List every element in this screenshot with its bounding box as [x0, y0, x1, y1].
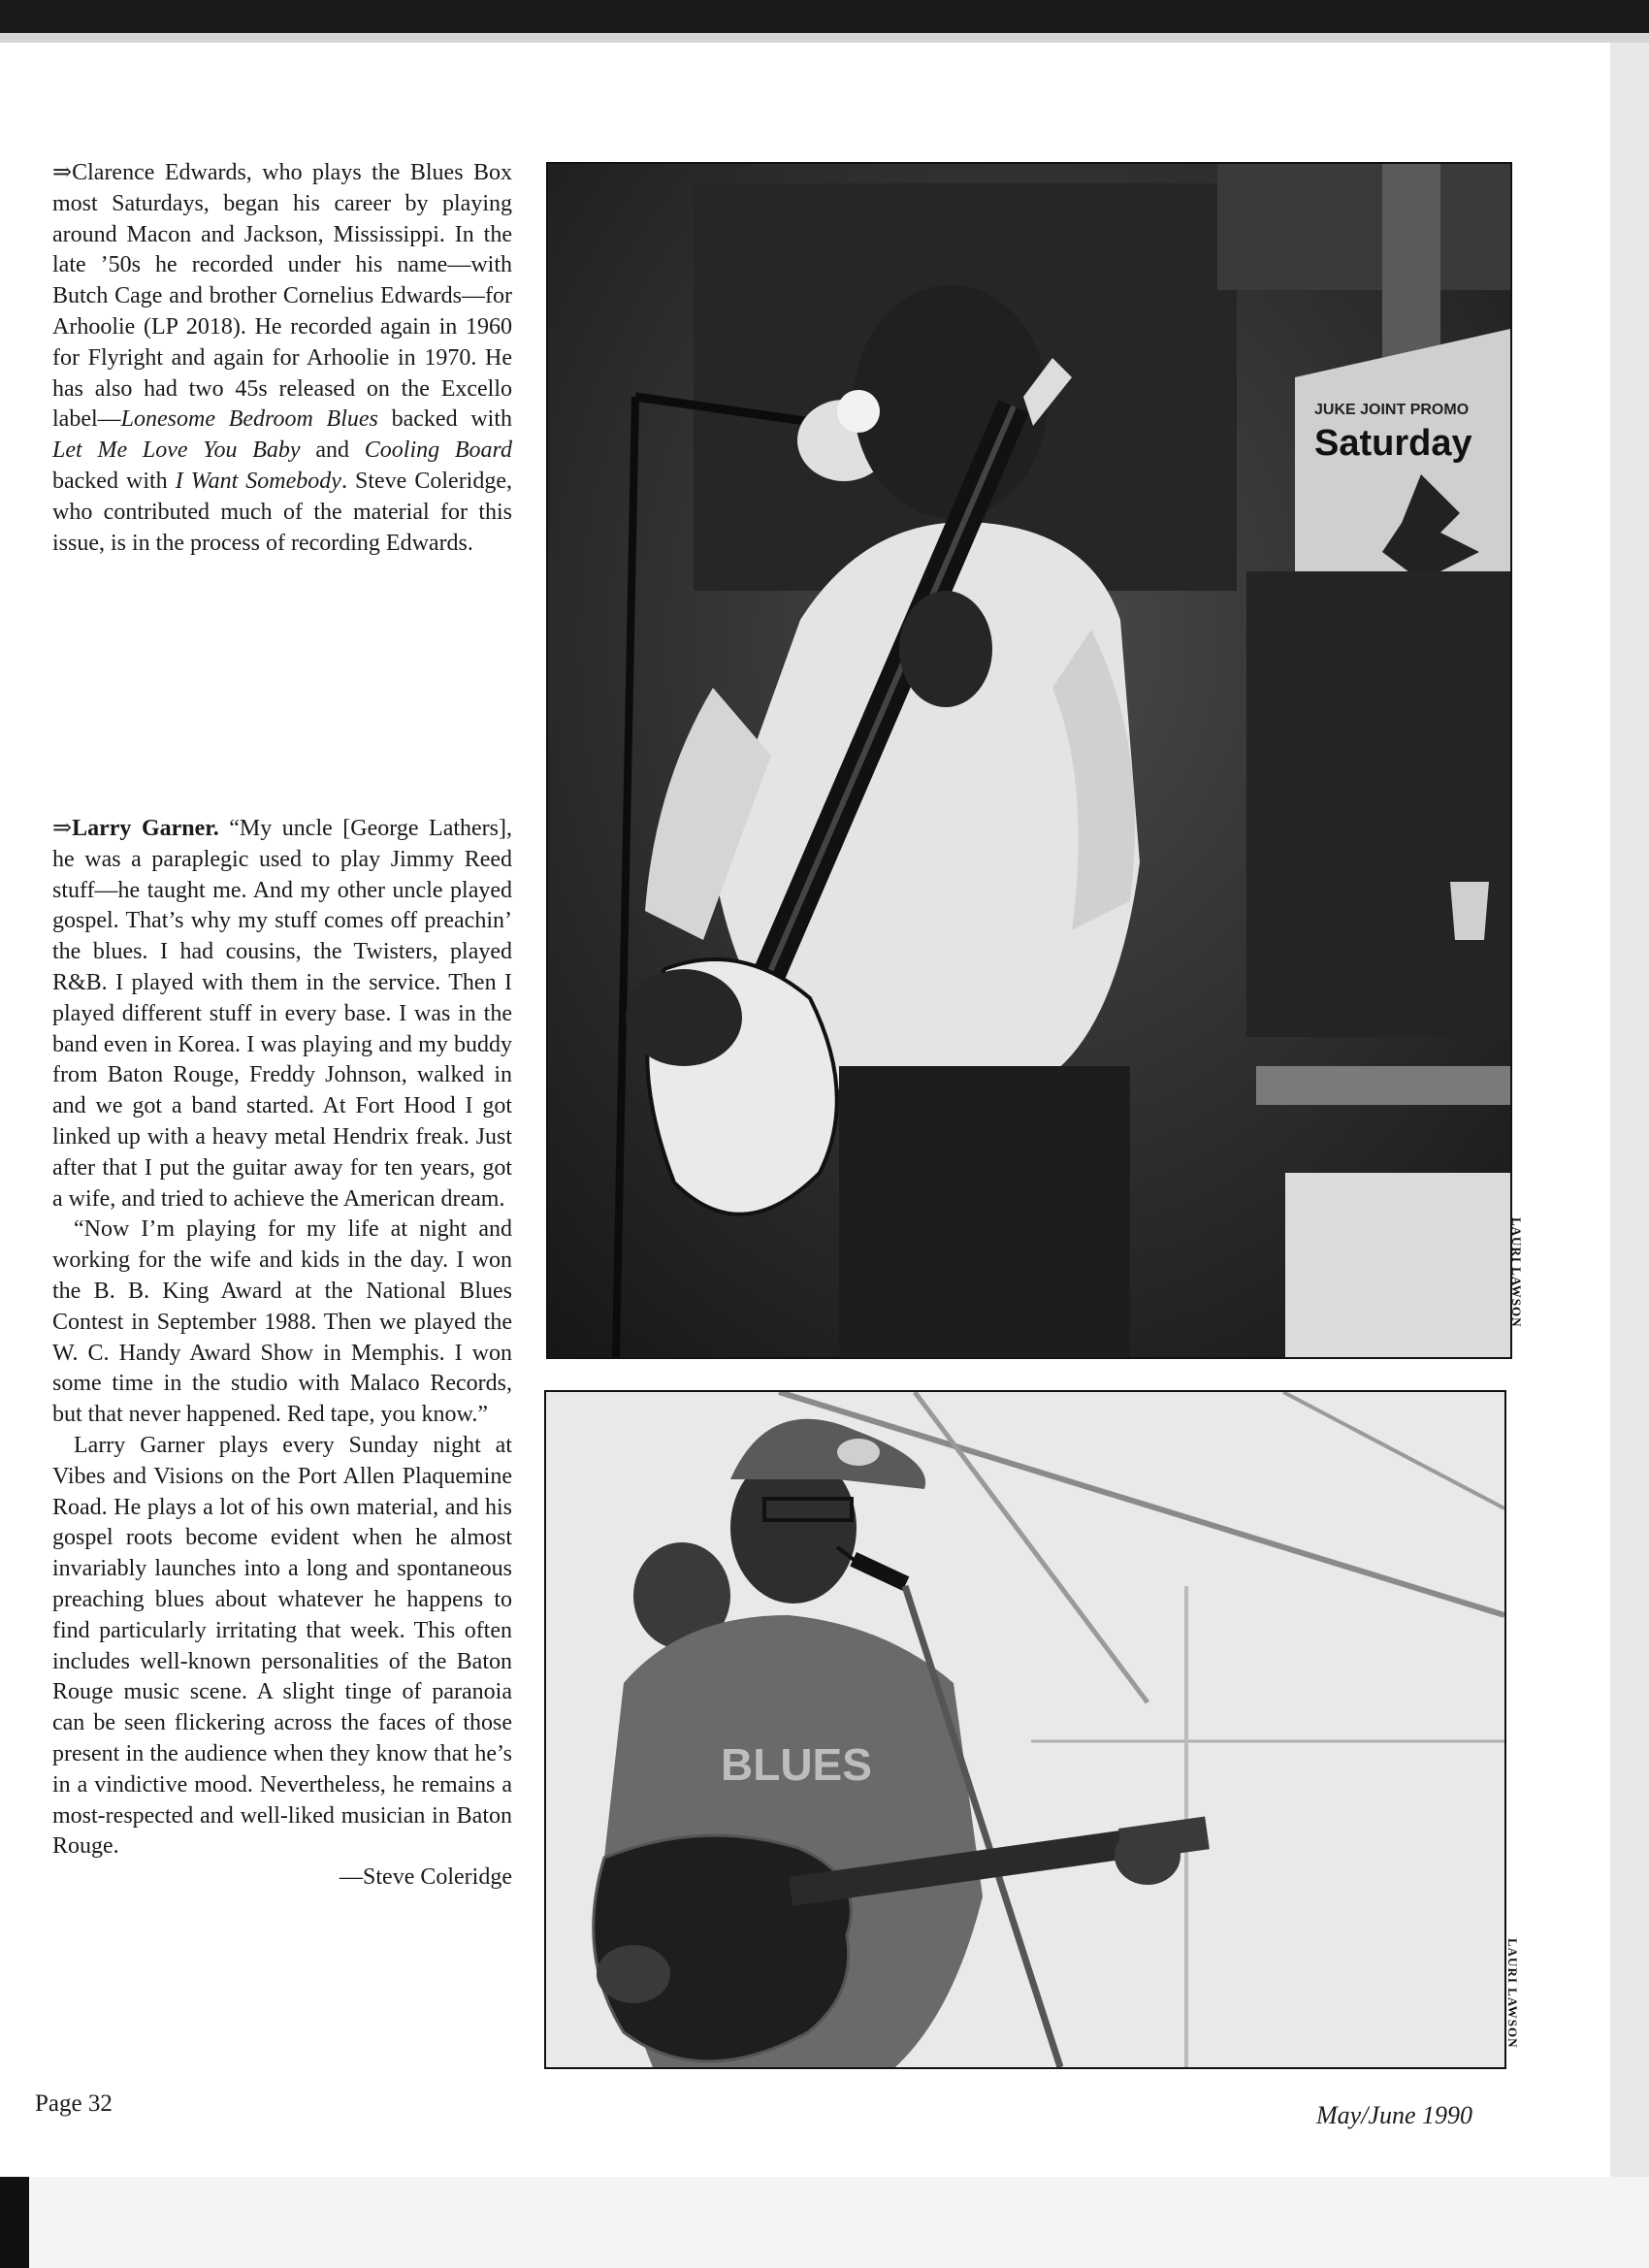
poster-text: JUKE JOINT PROMO — [1314, 402, 1470, 418]
poster-text: Saturday — [1314, 423, 1472, 464]
shirt-text: BLUES — [721, 1739, 872, 1790]
article-paragraph: “My uncle [George Lathers], he was a paraplegic used to play Jimmy Reed stuff—he taught me. And my other uncle played gospel. That’s why my stuff comes off preachin’ the blues. I had cousins, the Twisters, played R&B. I played with them in the service. Then I played different stuff in every base. I was in the band even in Korea. I was playing and my buddy from Baton Rouge, Freddy Johnson, walked in and we got a band started. At Fort Hood I got linked up with a heavy metal Hendrix freak. Just after that I put the guitar away for ten years, got a wife, and tried to achieve the American dream. — [52, 816, 512, 1212]
scan-top-border — [0, 0, 1649, 33]
article-text: Clarence Edwards, who plays the Blues Box most Saturdays, began his career by playing around Macon and Jackson, Mississippi. In the late ’50s he recorded under his name—with Butch Cage and brother Cornelius Edwards—for Arhoolie (LP 2018). He recorded again in 1960 for Flyright and again for Arhoolie in 1970. He has also had two 45s released on the Excello label— — [52, 160, 512, 433]
subject-name: Larry Garner. — [72, 816, 219, 841]
larry-garner-article — [52, 814, 512, 1894]
arrow-glyph: ⇒ — [52, 816, 73, 841]
article-paragraph: “Now I’m playing for my life at night and working for the wife and kids in the day. I won the B. B. King Award at the National Blues Contest in September 1988. Then we played the W. C. Handy Award Show in Memphis. I won some time in the studio with Malaco Records, but that never happened. Red tape, you know.” — [52, 1216, 512, 1428]
article-text: . Steve Coleridge, who contributed much of the material for this issue, is in the process of recording Edwards. — [52, 468, 513, 556]
record-title: Let Me Love You Baby — [52, 437, 301, 464]
article-paragraph: Larry Garner plays every Sunday night at Vibes and Visions on the Port Allen Plaquemine Road. He plays a lot of his own material, and his gospel roots become evident when he almost invariably launches into a long and spontaneous preaching blues about whatever he happens to find particularly irritating that week. This often includes well-known personalities of the Baton Rouge music scene. A slight tinge of paranoia can be seen flickering across the faces of those present in the audience when they know that he’s in a vindictive mood. Nevertheless, he remains a most-respected and well-liked musician in Baton Rouge. — [52, 1432, 512, 1860]
byline: —Steve Coleridge — [340, 1864, 512, 1891]
issue-date: May/June 1990 — [1316, 2101, 1473, 2129]
arrow-glyph: ⇒ — [52, 160, 73, 185]
photo-credit: LAURI LAWSON — [1509, 1217, 1524, 1328]
record-title: Cooling Board — [364, 437, 512, 464]
scan-right-margin — [1610, 43, 1649, 2177]
photo-credit: LAURI LAWSON — [1505, 1938, 1520, 2049]
record-title: I Want Somebody — [175, 468, 341, 494]
article-text: backed with — [377, 406, 512, 433]
article-text: backed with — [52, 468, 176, 494]
photo-larry-garner — [544, 1390, 1506, 2069]
scan-bottom-margin — [0, 2177, 1649, 2268]
photo-clarence-edwards — [546, 162, 1512, 1359]
scan-top-shadow — [0, 33, 1649, 43]
record-title: Lonesome Bedroom Blues — [120, 406, 378, 433]
scan-bottom-corner — [0, 2177, 29, 2268]
page-number: Page 32 — [35, 2090, 113, 2117]
clarence-edwards-article — [52, 158, 512, 559]
article-text: and — [300, 437, 365, 464]
